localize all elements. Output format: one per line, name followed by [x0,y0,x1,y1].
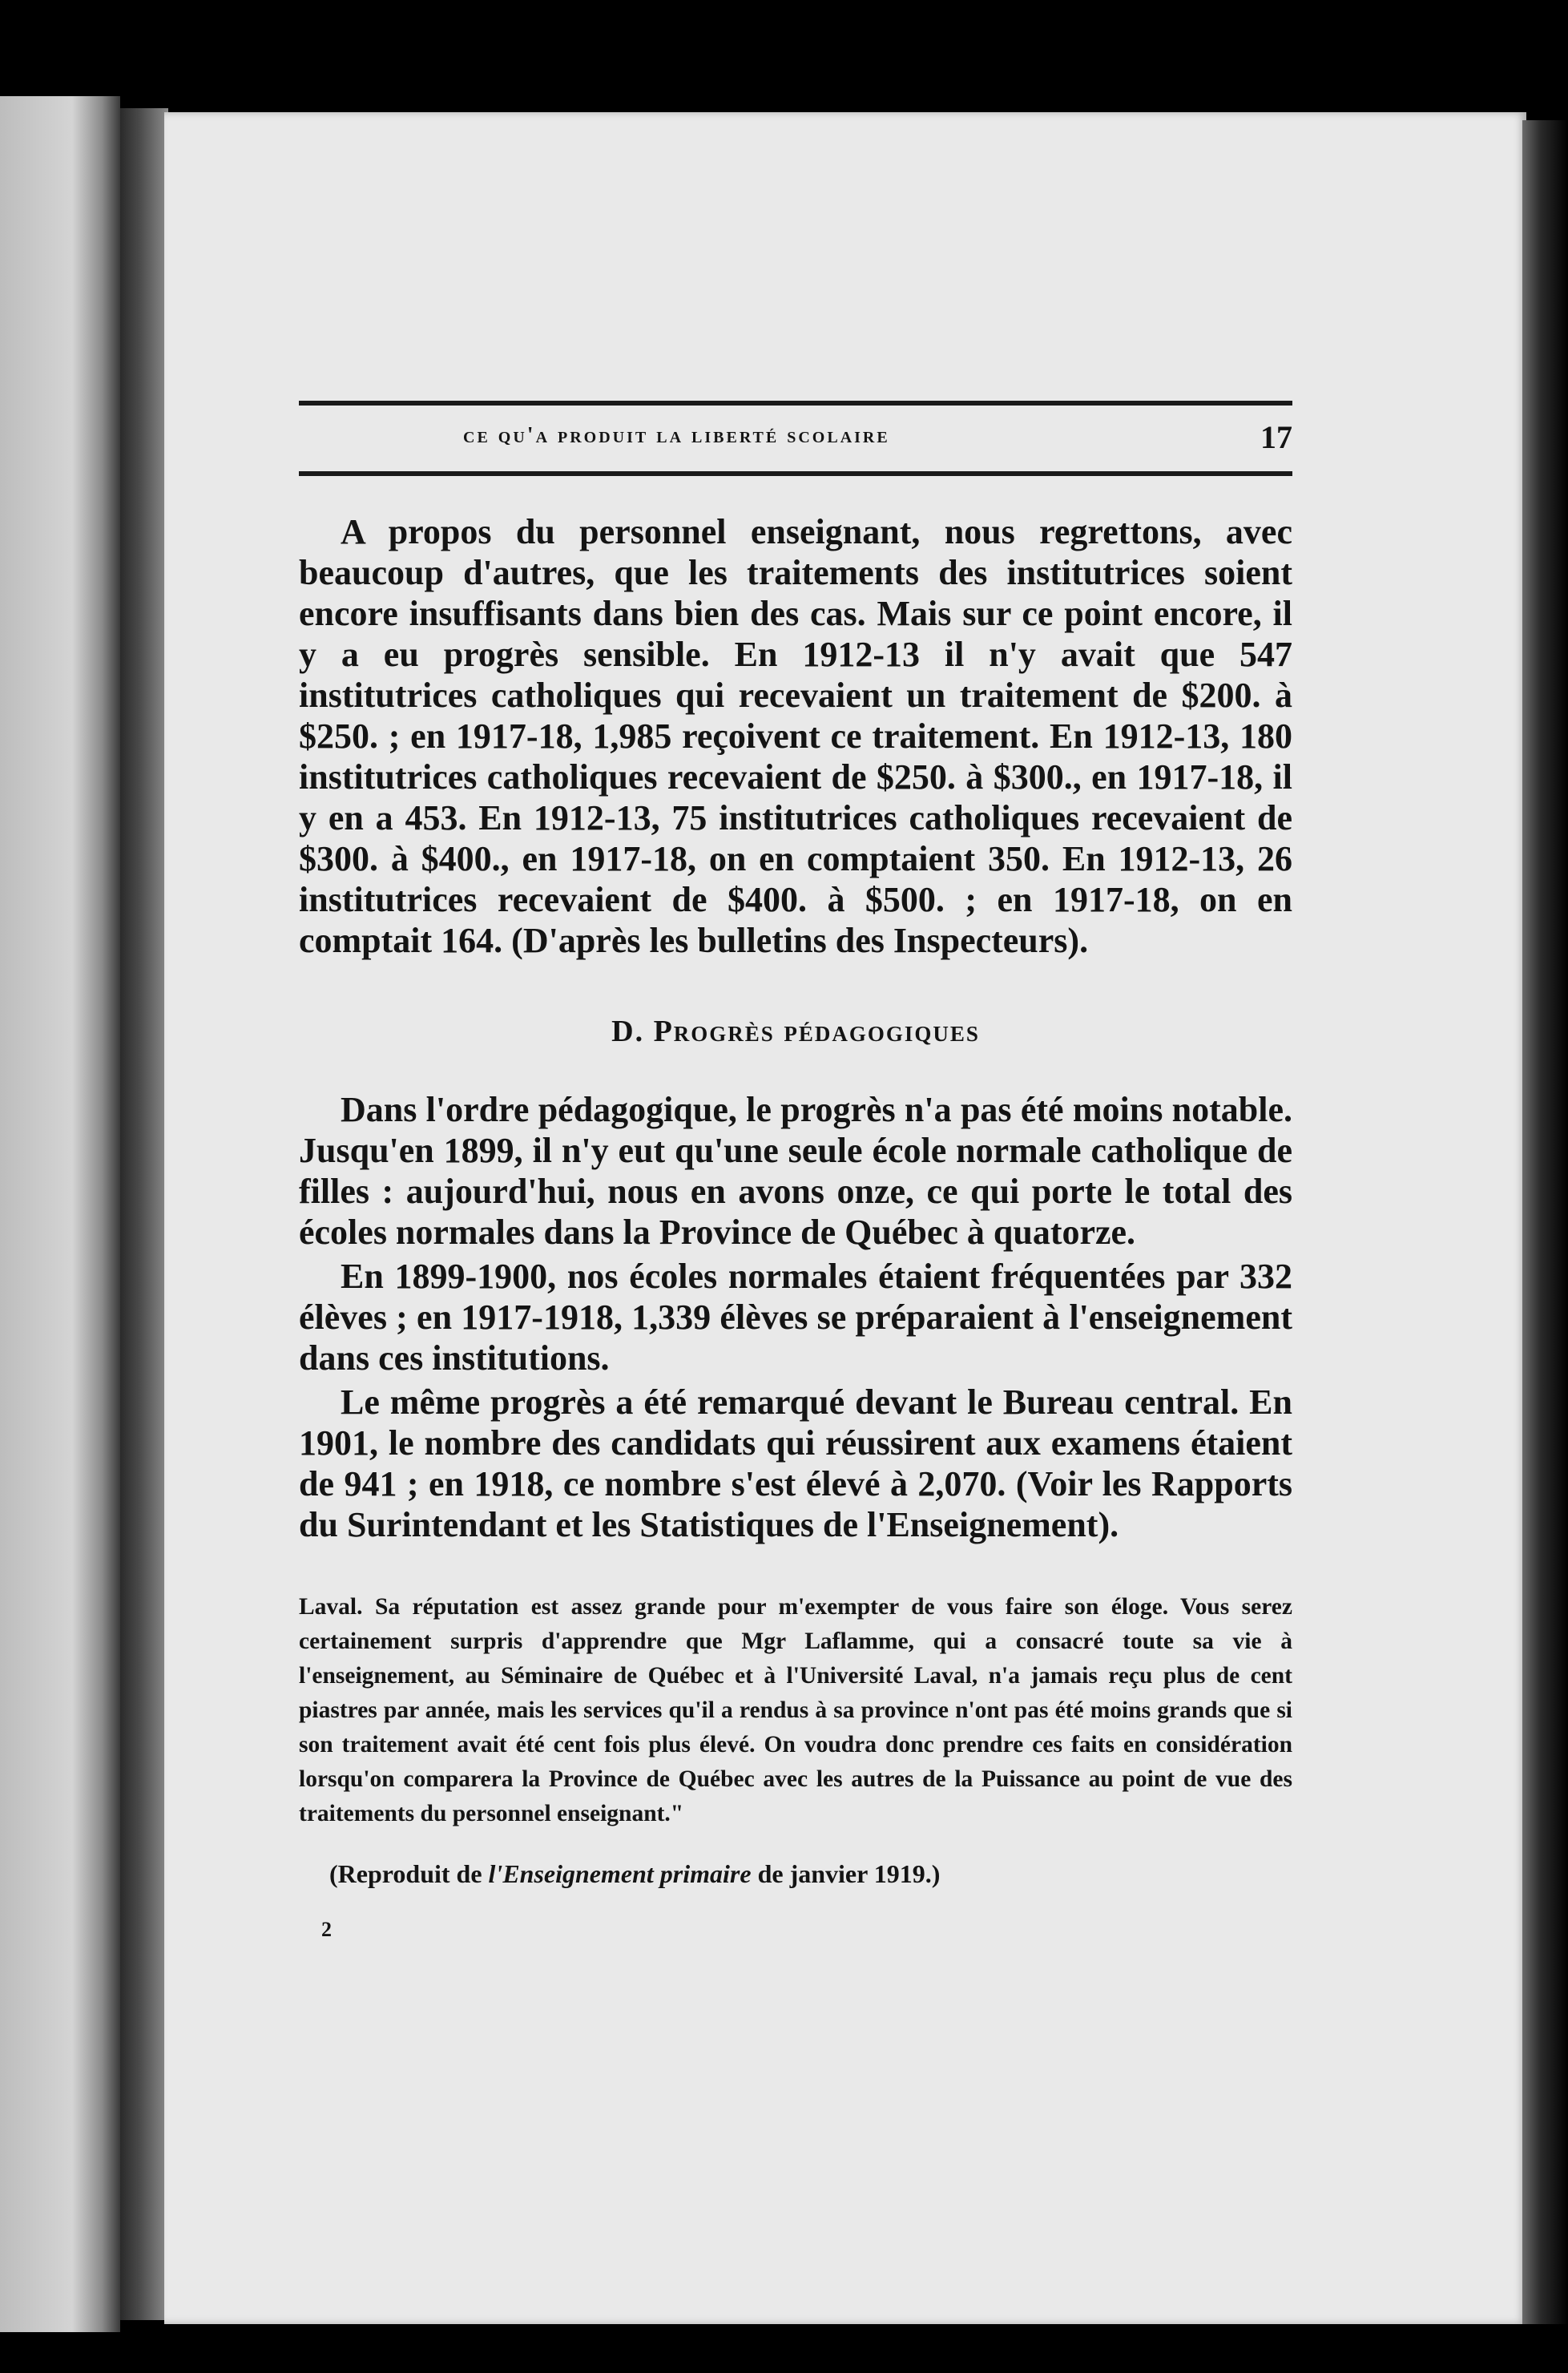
section-heading: D. Progrès pédagogiques [611,1015,980,1048]
running-header [299,406,1292,471]
paragraph-teacher-salaries: A propos du personnel enseignant, nous regrettons, avec beaucoup d'autres, que les traitements des institutrices soient encore insuffisants dans bien des cas. Mais sur ce point encore, il y a eu progrès sensible. En 1912-13 il n'y avait que 547 institutrices catholiques qui recevaient un traitement de $200. à $250. ; en 1917-18, 1,985 reçoivent ce traitement. En 1912-13, 180 institutrices catholiques recevaient de $250. à $300., en 1917-18, il y en a 453. En 1912-13, 75 institutrices catholiques recevaient de $300. à $400., en 1917-18, on en comptaient 350. En 1912-13, 26 institutrices recevaient de $400. à $500. ; en 1917-18, on en comptait 164. (D'après les bulletins des Inspecteurs). [299,512,1292,960]
page-number: 17 [1260,419,1292,455]
paragraph-normal-schools: Dans l'ordre pédagogique, le progrès n'a pas été moins notable. Jusqu'en 1899, il n'y eut qu'une seule école normale catholique de filles : aujourd'hui, nous en avons onze, ce qui porte le total des écoles normales dans la Province de Québec à quatorze. [299,1090,1292,1252]
source-suffix: de janvier 1919.) [751,1858,941,1888]
right-page-edge [1522,120,1568,2324]
header-bottom-rule [299,471,1292,476]
running-title: ce qu'a produit la liberté scolaire [463,423,890,448]
paragraph-central-bureau: Le même progrès a été remarqué devant le Bureau central. En 1901, le nombre des candidats qui réussirent aux examens étaient de 941 ; en 1918, ce nombre s'est élevé à 2,070. (Voir les Rapports du Surintendant et les Statistiques de l'Enseignement). [299,1382,1292,1544]
source-prefix: (Reproduit de [329,1858,489,1888]
signature-mark: 2 [321,1917,332,1941]
source-title: l'Enseignement primaire [488,1858,752,1888]
page-content [299,401,1292,1942]
gutter-shadow [120,108,168,2320]
paragraph-enrolment: En 1899-1900, nos écoles normales étaient fréquentées par 332 élèves ; en 1917-1918, 1,339 élèves se préparaient à l'enseignement dans ces institutions. [299,1257,1292,1378]
left-page-edge [0,96,120,2332]
footnote-text: Laval. Sa réputation est assez grande pour m'exempter de vous faire son éloge. Vous serez certainement surpris d'apprendre que Mgr Laflamme, qui a consacré toute sa vie à l'enseignement, au Séminaire de Québec et à l'Université Laval, n'a jamais reçu plus de cent piastres par année, mais les services qu'il a rendus à sa province n'ont pas été moins grands que si son traitement avait été cent fois plus élevé. On voudra donc prendre ces faits en considération lorsqu'on comparera la Province de Québec avec les autres de la Puissance au point de vue des traitements du personnel enseignant." [299,1594,1292,1826]
footnote-source [299,1855,1292,1892]
